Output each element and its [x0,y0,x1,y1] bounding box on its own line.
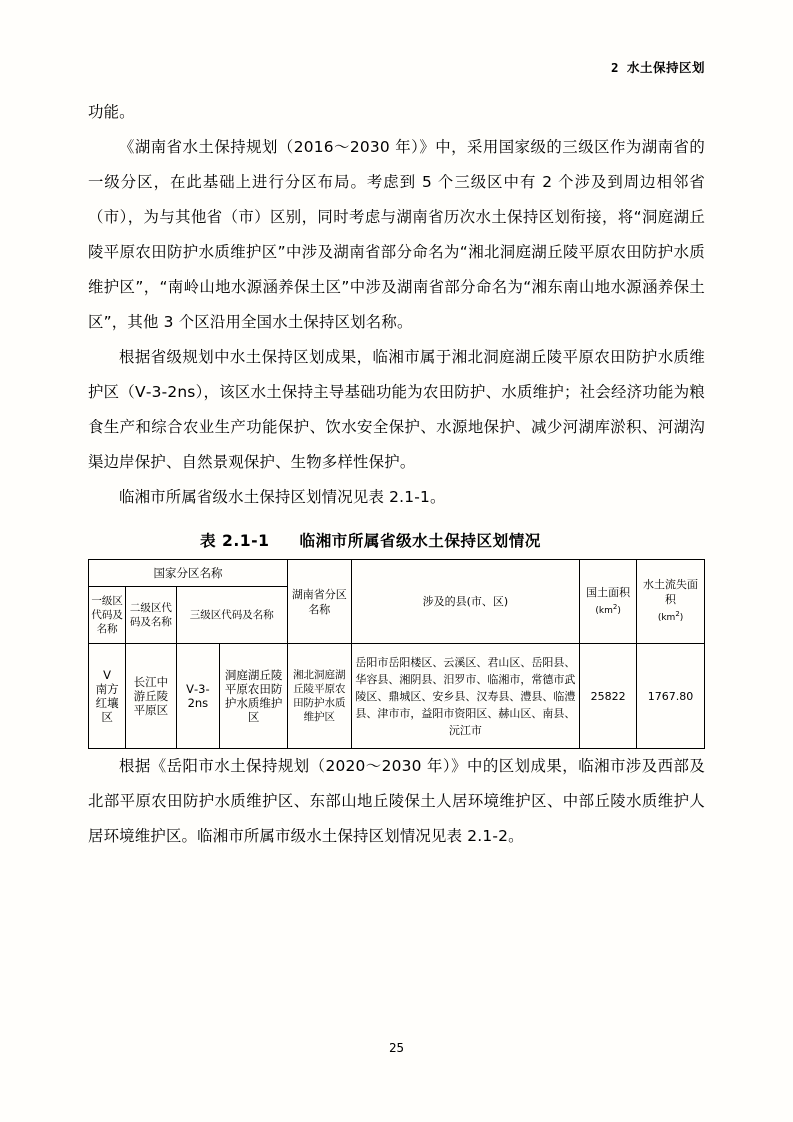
header-province: 湖南省分区名称 [288,560,351,644]
table-header-row-1 [89,560,705,587]
running-header: 2 水土保持区划 [610,60,705,75]
cell-level1-code: Ⅴ [103,668,112,682]
header-loss-area-unit: $(km^2)$ [657,610,684,623]
cell-province-name: 湘北洞庭湖丘陵平原农田防护水质维护区 [288,644,351,749]
cell-loss-area: 1767.80 [637,644,705,749]
header-land-area [580,560,637,644]
paragraph-1: 功能。 [88,103,135,121]
paragraph-5: 根据《岳阳市水土保持规划（2020～2030 年）》中的区划成果，临湘市涉及西部及北部平原农田防护水质维护区、东部山地丘陵保土人居环境维护区、中部丘陵水质维护人居环境维护区。临湘市所属市级水土保持区划情况见表 2.1-2。 [88,757,705,845]
header-land-area-unit: $(km^2)$ [595,602,621,616]
table-row [89,644,705,749]
cell-level3-name: 洞庭湖丘陵平原农田防护水质维护区 [220,644,288,749]
header-land-area-label: 国土面积 [586,585,631,599]
header-level3: 三级区代码及名称 [176,587,288,644]
header-counties: 涉及的县(市、区) [351,560,580,644]
header-national-group: 国家分区名称 [89,560,288,587]
page-content [88,95,705,854]
page-number: 25 [388,1040,405,1055]
header-loss-area-label: 水土流失面积 [643,578,699,606]
header-level2: 二级区代码及名称 [126,587,176,644]
cell-land-area: 25822 [580,644,637,749]
paragraph-4: 临湘市所属省级水土保持区划情况见表 2.1-1。 [119,488,446,506]
paragraph-2: 《湖南省水土保持规划（2016～2030 年）》中，采用国家级的三级区作为湖南省的一级分区，在此基础上进行分区布局。考虑到 5 个三级区中有 2 个涉及到周边相邻省（市），为与其他省（市）区别，同时考虑与湖南省历次水土保持区划衔接，将“洞庭湖丘陵平原农田防护水质维护区”中涉及湖南省部分命名为“湘北洞庭湖丘陵平原农田防护水质维护区”，“南岭山地水源涵养保土区”中涉及湖南省部分命名为“湘东南山地水源涵养保土区”，其他 3 个区沿用全国水土保持区划名称。 [88,138,705,331]
cell-level3-code: Ⅴ-3-2ns [176,644,220,749]
table-caption-number: 表 2.1-1 [200,532,270,550]
cell-level2-name: 长江中游丘陵平原区 [133,675,169,717]
table-caption-text: 临湘市所属省级水土保持区划情况 [299,532,541,550]
table-caption [200,529,705,551]
cell-level1-name: 南方红壤区 [95,682,119,724]
cell-counties: 岳阳市岳阳楼区、云溪区、君山区、岳阳县、华容县、湘阴县、汨罗市、临湘市，常德市武陵区、鼎城区、安乡县、汉寿县、澧县、临澧县、津市市，益阳市资阳区、赫山区、南县、沅江市 [351,644,580,749]
cell-level1 [89,644,126,749]
header-level1: 一级区代码及名称 [89,587,126,644]
zoning-table [88,559,705,749]
cell-level2 [126,644,176,749]
paragraph-3: 根据省级规划中水土保持区划成果，临湘市属于湘北洞庭湖丘陵平原农田防护水质维护区（Ⅴ-3-2ns），该区水土保持主导基础功能为农田防护、水质维护；社会经济功能为粮食生产和综合农业生产功能保护、饮水安全保护、水源地保护、减少河湖库淤积、河湖沟渠边岸保护、自然景观保护、生物多样性保护。 [88,348,705,471]
header-loss-area [637,560,705,644]
